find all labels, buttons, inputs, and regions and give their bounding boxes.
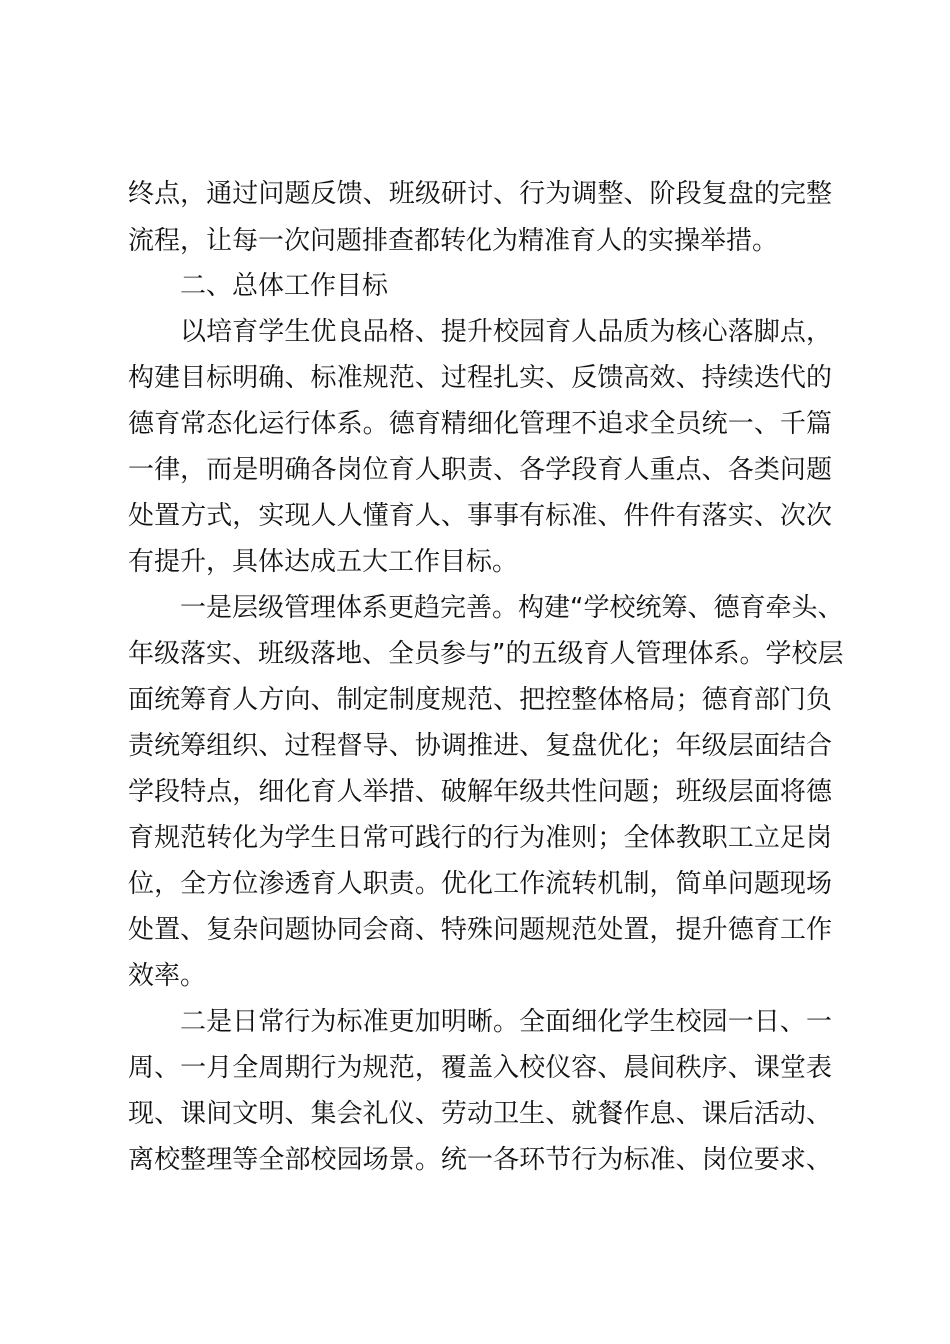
paragraph-line: 位，全方位渗透育人职责。优化工作流转机制，简单问题现场 — [128, 869, 832, 899]
paragraph-line: 德育常态化运行体系。德育精细化管理不追求全员统一、千篇 — [128, 409, 832, 439]
paragraph-line: 学段特点，细化育人举措、破解年级共性问题；班级层面将德 — [128, 777, 832, 807]
paragraph-line: 处置方式，实现人人懂育人、事事有标准、件件有落实、次次 — [128, 501, 832, 531]
paragraph-line: 周、一月全周期行为规范，覆盖入校仪容、晨间秩序、课堂表 — [128, 1053, 832, 1083]
paragraph-line: 终点，通过问题反馈、班级研讨、行为调整、阶段复盘的完整 — [128, 179, 832, 209]
paragraph-line: 一律，而是明确各岗位育人职责、各学段育人重点、各类问题 — [128, 455, 832, 485]
paragraph-line: 育规范转化为学生日常可践行的行为准则；全体教职工立足岗 — [128, 823, 832, 853]
paragraph-line: 流程，让每一次问题排查都转化为精准育人的实操举措。 — [128, 226, 779, 256]
paragraph-line: 面统筹育人方向、制定制度规范、把控整体格局；德育部门负 — [128, 685, 832, 715]
paragraph-line: 以培育学生优良品格、提升校园育人品质为核心落脚点， — [180, 317, 832, 347]
paragraph-line: 一是层级管理体系更趋完善。构建“学校统筹、德育牵头、 — [180, 593, 844, 623]
paragraph-line: 有提升，具体达成五大工作目标。 — [128, 547, 519, 577]
paragraph-line: 年级落实、班级落地、全员参与”的五级育人管理体系。学校层 — [128, 639, 844, 669]
paragraph-line: 二是日常行为标准更加明晰。全面细化学生校园一日、一 — [180, 1007, 832, 1037]
paragraph-line: 现、课间文明、集会礼仪、劳动卫生、就餐作息、课后活动、 — [128, 1099, 832, 1129]
paragraph-line: 处置、复杂问题协同会商、特殊问题规范处置，提升德育工作 — [128, 915, 832, 945]
section-heading: 二、总体工作目标 — [180, 271, 389, 301]
paragraph-line: 效率。 — [128, 961, 207, 991]
paragraph-line: 责统筹组织、过程督导、协调推进、复盘优化；年级层面结合 — [128, 731, 832, 761]
paragraph-line: 构建目标明确、标准规范、过程扎实、反馈高效、持续迭代的 — [128, 363, 832, 393]
paragraph-line: 离校整理等全部校园场景。统一各环节行为标准、岗位要求、 — [128, 1145, 832, 1175]
